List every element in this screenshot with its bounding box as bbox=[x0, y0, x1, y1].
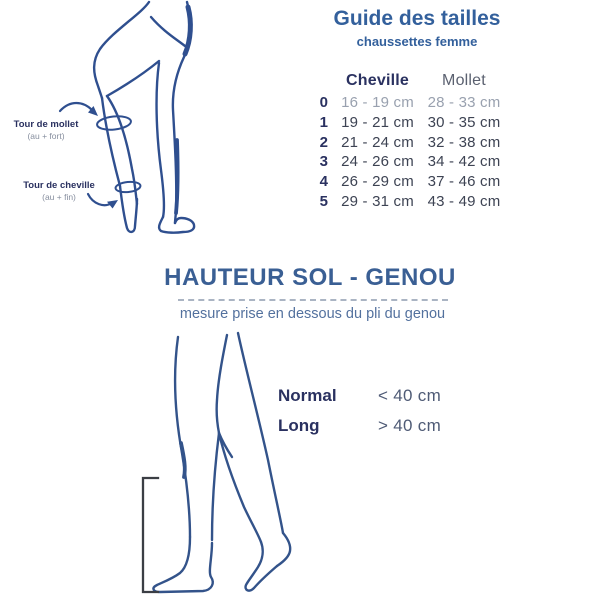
mollet-range: 34 - 42 cm bbox=[427, 153, 501, 171]
table-header-row bbox=[300, 72, 508, 94]
height-section-subtitle: mesure prise en dessous du pli du genou bbox=[179, 306, 446, 322]
size-value: 0 bbox=[319, 94, 328, 111]
calf-arrow-icon bbox=[60, 103, 98, 116]
ankle-measure-label bbox=[14, 180, 104, 203]
calf-label-title: Tour de mollet bbox=[13, 119, 79, 130]
table-row bbox=[300, 134, 508, 154]
option-value: > 40 cm bbox=[378, 416, 442, 435]
column-header-mollet: Mollet bbox=[442, 72, 486, 89]
column-header-cheville: Cheville bbox=[346, 72, 409, 89]
option-row bbox=[278, 386, 468, 416]
size-value: 2 bbox=[319, 133, 328, 151]
page-subtitle: chaussettes femme bbox=[356, 34, 478, 49]
mollet-range: 37 - 46 cm bbox=[427, 173, 501, 191]
table-row bbox=[300, 153, 508, 173]
cheville-range: 26 - 29 cm bbox=[341, 173, 414, 191]
cheville-range: 21 - 24 cm bbox=[341, 133, 414, 151]
table-row bbox=[300, 193, 508, 213]
page-title: Guide des tailles bbox=[333, 7, 501, 30]
legs-illustration-bottom bbox=[120, 325, 400, 600]
option-label: Long bbox=[278, 416, 320, 435]
size-value: 5 bbox=[319, 192, 328, 210]
ankle-label-title: Tour de cheville bbox=[23, 180, 95, 191]
height-section-title: HAUTEUR SOL - GENOU bbox=[164, 264, 456, 291]
table-row bbox=[300, 94, 508, 114]
table-row bbox=[300, 114, 508, 134]
ankle-label-note: (au + fin) bbox=[42, 191, 76, 202]
mollet-range: 32 - 38 cm bbox=[427, 133, 501, 151]
size-value: 4 bbox=[319, 173, 328, 191]
height-measure-bracket bbox=[143, 478, 158, 592]
calf-label-note: (au + fort) bbox=[27, 130, 65, 141]
cheville-range: 16 - 19 cm bbox=[341, 94, 414, 111]
size-value: 1 bbox=[319, 113, 328, 131]
calf-measure-ellipse bbox=[96, 115, 131, 131]
dashed-divider bbox=[178, 299, 448, 301]
option-row bbox=[278, 416, 468, 446]
mollet-range: 43 - 49 cm bbox=[427, 192, 501, 210]
leg-outline-bottom bbox=[153, 333, 290, 592]
calf-measure-label bbox=[4, 119, 88, 142]
option-value: < 40 cm bbox=[378, 386, 442, 405]
cheville-range: 29 - 31 cm bbox=[341, 192, 414, 210]
cheville-range: 24 - 26 cm bbox=[341, 153, 414, 171]
mollet-range: 30 - 35 cm bbox=[427, 113, 501, 131]
size-value: 3 bbox=[319, 153, 328, 171]
cheville-range: 19 - 21 cm bbox=[341, 113, 414, 131]
mollet-range: 28 - 33 cm bbox=[427, 94, 501, 111]
option-label: Normal bbox=[278, 386, 337, 405]
size-table bbox=[300, 72, 508, 213]
height-options bbox=[278, 386, 468, 446]
table-row bbox=[300, 173, 508, 193]
